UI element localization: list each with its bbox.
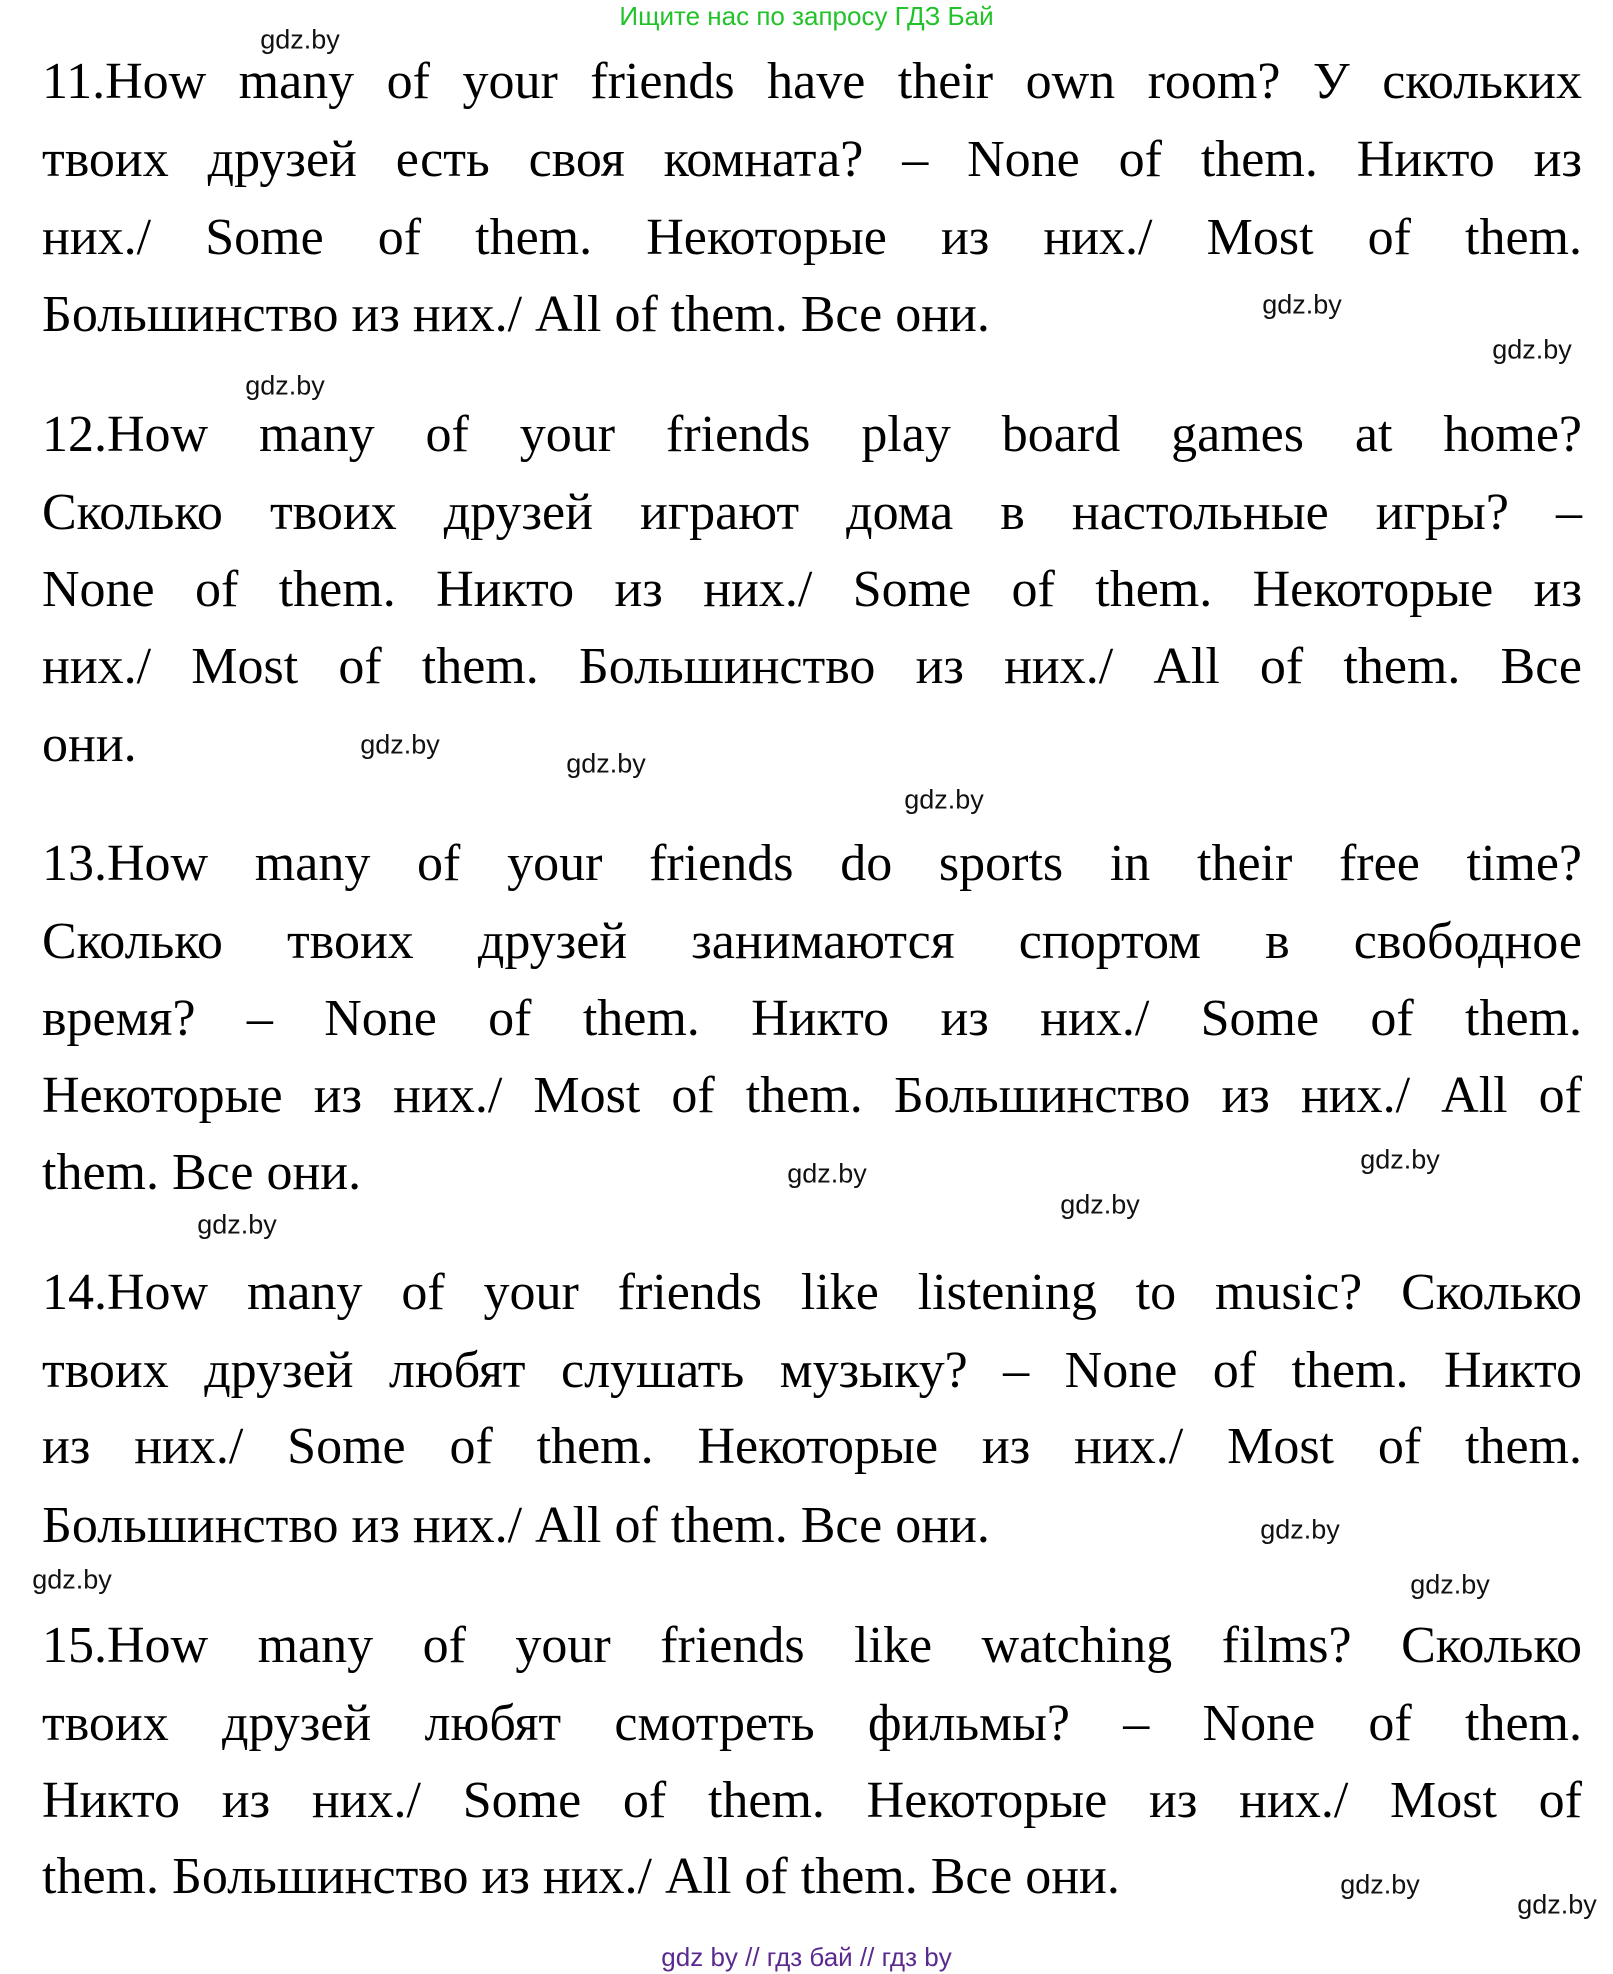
watermark-text: gdz.by	[1360, 1144, 1440, 1175]
watermark-text: gdz.by	[260, 24, 340, 55]
search-banner: Ищите нас по запросу ГДЗ Бай	[619, 1, 994, 31]
paragraph-line: Большинство из них./ All of them. Все они.	[42, 1497, 990, 1554]
paragraph-line: Некоторые из них./ Most of them. Большинство из них./ All of	[42, 1067, 1582, 1124]
paragraph-line: время? – None of them. Никто из них./ Some of them.	[42, 990, 1582, 1047]
watermark-text: gdz.by	[32, 1564, 112, 1595]
paragraph-line: None of them. Никто из них./ Some of them. Некоторые из	[42, 561, 1582, 618]
paragraph-line: Большинство из них./ All of them. Все они.	[42, 286, 990, 343]
paragraph-line: из них./ Some of them. Некоторые из них./ Most of them.	[42, 1418, 1582, 1475]
paragraph-line: them. Большинство из них./ All of them. Все они.	[42, 1848, 1120, 1905]
watermark-text: gdz.by	[245, 370, 325, 401]
paragraph-line: Никто из них./ Some of them. Некоторые из них./ Most of	[42, 1772, 1582, 1829]
paragraph-line: твоих друзей есть своя комната? – None of them. Никто из	[42, 131, 1582, 188]
paragraph-line: них./ Some of them. Некоторые из них./ Most of them.	[42, 209, 1582, 266]
watermark-text: gdz.by	[1340, 1869, 1420, 1900]
paragraph-line: them. Все они.	[42, 1144, 362, 1201]
watermark-text: gdz.by	[1260, 1514, 1340, 1545]
paragraph-line: Сколько твоих друзей занимаются спортом в свободное	[42, 913, 1582, 970]
paragraph-line: твоих друзей любят слушать музыку? – None of them. Никто	[42, 1342, 1582, 1399]
watermark-text: gdz.by	[1262, 289, 1342, 320]
paragraph-line: 13.How many of your friends do sports in their free time?	[42, 835, 1582, 892]
watermark-text: gdz.by	[197, 1209, 277, 1240]
paragraph-line: них./ Most of them. Большинство из них./ All of them. Все	[42, 638, 1582, 695]
paragraph-line: 11.How many of your friends have their own room? У скольких	[42, 53, 1582, 110]
paragraph-line: 14.How many of your friends like listening to music? Сколько	[42, 1264, 1582, 1321]
watermark-text: gdz.by	[566, 748, 646, 779]
paragraph-line: твоих друзей любят смотреть фильмы? – None of them.	[42, 1695, 1582, 1752]
watermark-text: gdz.by	[1492, 334, 1572, 365]
watermark-text: gdz.by	[1410, 1569, 1490, 1600]
watermark-text: gdz.by	[360, 729, 440, 760]
watermark-text: gdz.by	[1517, 1889, 1597, 1920]
paragraph-line: они.	[42, 716, 137, 773]
watermark-text: gdz.by	[787, 1158, 867, 1189]
footer-links: gdz by // гдз бай // гдз by	[661, 1942, 952, 1972]
watermark-text: gdz.by	[1060, 1189, 1140, 1220]
paragraph-line: Сколько твоих друзей играют дома в настольные игры? –	[42, 484, 1582, 541]
paragraph-line: 12.How many of your friends play board games at home?	[42, 406, 1582, 463]
watermark-text: gdz.by	[904, 784, 984, 815]
paragraph-line: 15.How many of your friends like watching films? Сколько	[42, 1617, 1582, 1674]
